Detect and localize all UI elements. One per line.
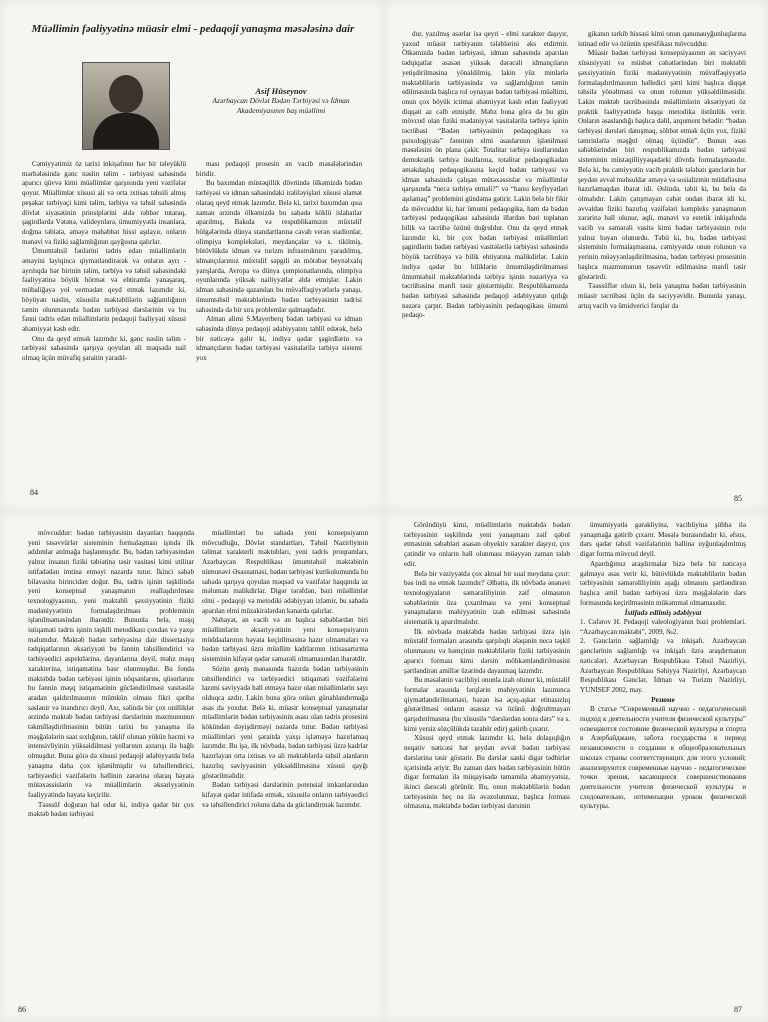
paragraph: Belə bir vəziyyətdə çox aktual bir sual meydana çıxır: bəs indi nə etmək lazımdır? Əlbəttə, ilk növbədə ənənəvi texnologiyaların səmərəliliyinin zəif olmasının səbəblərinin üzə çıxarılması və yeni konseptual yanaşmaların məhiyyətinin izah edilməsi sahəsində sistematik iş aparılmalıdır.	[404, 569, 570, 627]
page-84	[0, 0, 384, 511]
page-85-column-1	[402, 30, 568, 492]
paragraph: Ümumtəhsil fənlərini tədris edən müəllimlərin əməyini layiqincə qiymətləndirərək və onların ayrı - ayrılıqda hər birinin təlim, tərbiyə və təhsil sahəsindəki fəaliyyətinə böyük hörmət və ehtiramla yanaşaraq, mübaliğəyə yol vermədən qeyd etmək lazımdır ki, böyüyən nəslin, xüsusilə məktəblilərin sağlamlığının təmin olunmasında bədən tərbiyəsi dərslərinin və bu fənni tədris edən müəllimlərin pedaqoji fəaliyyəti xüsusi əhəmiyyət kəsb edir.	[22, 247, 186, 333]
paragraph: müəllimləri bu sahədə yeni konsepsiyanın mövcudluğu, Dövlət standartları, Təhsil Nazirliyinin təlimat xarakterli məktubları, yeni tədris proqramları, Azərbaycan Respublikası ümumtəhsil məktəbinin nümunəvi Əsasnaməsi, bədən tərbiyəsi kurikulumunda bu sahədə qarşıya qoyulan məqsəd və vəzifələr haqqında az məlumatı malikdirlər. Digər tərəfdən, bəzi müəllimlər elmi - pedaqoji və metodiki ədəbiyyatı izləmir, bu sahədə aparılan elmi müzakirələrdən kənarda qalırlar.	[202, 529, 368, 615]
literature-item: 2. Gənclərin sağlamlığı və inkişafı. Azərbaycan gənclərinin sağlamlığı və inkişafı üzrə araşdırmanın nəticələri. Azərbaycan Respublikası Təhsil Nazirliyi, Azərbaycan Respublikası Səhiyyə Nazirliyi, Azərbaycan Respublikası Gənclər, İdman və Turizm Nazirliyi, YUNİSEF 2002, may.	[580, 637, 746, 694]
paragraph: dur, yazılmış əsərlər isə qeyri - elmi xarakter daşıyır, yaxud müasir tərbiyənin tələblərini əks etdirmir. Ölkəmizdə bədən tərbiyəsi, idman sahəsində aparılan tədqiqatlar əsasən yüksək dərəcəli idmançıların yetişdirilməsinə yönəldilmiş, lakin yüz minlərlə məktəblilərin tərbiyəsində və sağlamlığının təmin edilməsində başlıca rol oynayan bədən tərbiyəsi müəllimi, onun çox böyük ictimai əhəmiyyət kəsb edən fəaliyyəti diqqəti az cəlb etmişdir. Məhz buna görə də bu gün mövcud olan fiziki mədəniyyət vasitələrilə tərbiyə işinin təcrübəsi “Bədən tərbiyəsinin pedaqogikası və psixologiyası” fənninin elmi əsaslarının işlənilməsi məsələsini ön plana çəkir. Totalitar tərbiyə üsullarından demokratik tərbiyə üsullarına, totalitar pedaqogikadan əməkdaşlıq pedaqogikasına keçid bədən tərbiyəsi və idman sahəsində çalışan mütəxəssislər və müəllimlər qarşısında “necə tərbiyə etməli?” və “hansı keyfiyyətləri aşılamaq” problemini gündəmə gətirir. Lakin belə bir fikir də mövcuddur ki, hər ümumi pedaqogika, həm də bədən tərbiyəsi pedaqogikası sahəsində illərdən bəri toplanan bilik və təcrübə özünü doğruldur. Onu da qeyd etmək lazımdır ki, bir çox bədən tərbiyəsi müəllimləri şagirdlərin bədən tərbiyəsi vasitələrilə tərbiyəsi sahəsində böyük təcrübəyə və bilik ehtiyatına malikdirlər. Lakin indiyə qədər bu biliklərin ümumiləşdirilməməsi ümumtəhsil məktəblərində tərbiyə işinin nəzəriyyə və təcrübəsinə mənfi təsir göstərmişdir. Respublikamızda bədən tərbiyəsi sahəsində pedaqoji ədəbiyyatın qıtlığı nəzərə çarpır. Bədən tərbiyəsinin pedaqogikası ümumi pedaqo-	[402, 30, 568, 320]
author-block	[206, 86, 356, 116]
page-86-column-2	[202, 529, 368, 1003]
paragraph: Apardığımız araşdırmalar bizə belə bir nəticəyə gəlməyə əsas verir ki, bütövlükdə məktəblilərin bədən tərbiyəsinin səmərəliliyinin aşağı olmasını şərtləndirən başlıca amil bədən tərbiyəsi üzrə məşğələlərin dərs formasında keçirilməsinin mükəmməl olmamasıdır.	[580, 559, 746, 607]
author-name: Asif Hüseynov	[255, 86, 307, 96]
page-number: 85	[734, 494, 742, 503]
paragraph: İlk növbədə məktəbdə bədən tərbiyəsi üzrə işin müxtəlif formaları arasında qarşılıqlı əlaqənin necə təşkil olunmasını və həmçinin məktəblilərin fiziki tərbiyəsinin aparıcı forması kimi dərsin möhkəmləndirilməsini şərtləndirən amillər üzərində dayanmaq lazımdır.	[404, 627, 570, 675]
paragraph: Təəssüflər olsun ki, belə yanaşma bədən tərbiyəsinin müasir təcrübəsi üçün də səciyyəvidir. Bununla yanaşı, artıq vacib və ümidverici fərqlər də	[578, 282, 746, 310]
literature-item: 1. Cəfərov H. Pedaqoji valeologiyanın bəzi problemləri. “Azərbaycan məktəbi”, 2009, №2.	[580, 618, 746, 636]
page-number: 84	[30, 488, 38, 497]
paragraph: Müasir bədən tərbiyəsi konsepsiyasının ən səciyyəvi xüsusiyyəti və müsbət cəhətlərindən biri məktəbli şəxsiyyətinin fiziki mədəniyyətinin müvəffəqiyyətlə formalaşdırılmasının həlledici şərti kimi başlıca diqqət təhsilə yönəltməsi və onun rolunun yüksəldilməsidir. Lakin məktəb təcrübəsində müəllimlərin əksəriyyəti öz praktik fəaliyyətində başqa metodika üstünlük verir. Onların əsaslandığı başlıca dəlil, arqument belədir: “bədən tərbiyəsi dərsləri danışmaq, söhbət etmək üçün yox, fiziki təmrinlərlə məşğul olmaq üçündür”. Bunun əsas səbəblərindən biri respublikamızda bədən tərbiyəsi sisteminin müstəqilliyyəqədərki dövrdə formalaşmasıdır. Belə ki, bu cəmiyyətin vacib praktik tələbatı gənclərin hər şeydən əvvəl məhsuldar əməyə və sosializmin müdafiəsinə hazırlamaqdan ibarət idi. Əslində, təbii ki, bu belə də olmalıdır. Lakin çatışmayan cəhət ondan ibarət idi ki, əvvəldən fiziki hazırlıq vəzifələri kompleks yanaşmanın zərərinə həll olunur, əqli, mənəvi və estetik inkişafında vacib və səmərəli vasitə kimi bədən tərbiyəsinin rolu yalnız bəyan olunurdu. Təbii ki, bu, bədən tərbiyəsi sisteminin formalaşmasına, cəmiyyətdə onun rolunun və yerinin müəyyənləşdirilməsinə, bədən tərbiyəsi prosesinin başlıca məzmununun təsəvvür edilməsinə mənfi təsir göstərirdi.	[578, 49, 746, 281]
page-84-column-1	[22, 160, 186, 485]
page-85	[384, 0, 768, 511]
page-87	[384, 511, 768, 1022]
paragraph: Bu məsələnin vacibliyi onunla izah olunur ki, müxtəlif formalar arasında fərqlərin məhiyyətinin lazımınca qiymətləndirilməməsi, bəzən isə açıq-aşkar etinasızlıq göstərilməsi onların əsassız və özünü doğrultmayan qarşıdırılmasına (bu xüsusilə “dərslərdən sonra dərs” və s. kimi yersiz sözçülükdə təzahür edir) gətirib çıxarır.	[404, 676, 570, 733]
paragraph: Xüsusi qeyd etmək lazımdır ki, belə dolaşıqlığın neqativ nəticəsi hər şeydən əvvəl bədən tərbiyəsi dərslərinə təsir göstərir. Bu dərslər sanki digər tədbirlər içərisində əriyir. Bu zaman dərs bədən tərbiyəsinin bütün digər formaları ilə müqayisədə tamamilə əhəmiyyətsiz, ikinci dərəcəli görünür. Bu, onun məktəblilərin bədən tərbiyəsinin heç nə ilə əvəzolunmaz, başlıca forması olmasına, məktəbdə bədən tərbiyəsi dərsinin	[404, 734, 570, 811]
portrait-body-shape	[93, 113, 159, 149]
resume-text: В статье “Современный научно - педагогический подход к деятельности учителя физической культуры” освещаются состояние физической культуры и спорта в Азербайджане, забота государства в период независимости о создании в общеобразовательных школах страны соответствующих для этого условий; анализируются современные научно - педагогические точки зрения, касающиеся совершенствования деятельности учителя физической культуры и следовательно, оптимизации уроков физической культуры.	[580, 705, 746, 811]
resume-heading: Резюме	[651, 695, 675, 704]
paragraph: gikanın tərkib hissəsi kimi onun qanunauyğunluqlarına istinad edir və özünün spesifikası mövcuddur.	[578, 30, 746, 48]
paragraph: Bu baxımdan müstəqillik dövründə ölkəmizdə bədən tərbiyəsi və idman sahəsindəki irəliləyişləri xüsusi əlamət olaraq qeyd etmək lazımdır. Belə ki, tarixi baxımdan qısa zaman ərzində ölkəmizdə bu sahədə köklü islahatlar aparılmış, Bakıda və respublikamızın müxtəlif bölgələrində dünya standartlarına cavab verən stadionlar, olimpiya kompleksləri, meydançalar və s. tikilmiş, bütövlükdə idman və turizm infrastrukturu yaradılmış, idmançılarımız müxtəlif səpgili ən mötəbər beynəlxalq yarışlarda, Avropa və dünya çempionatlarında, olimpiya oyunlarında yüksək nailiyyətlər əldə etmişlər. Lakin idman sahəsində qazanılan bu müvəffəqiyyətlərlə yanaşı, ümumtəhsil məktəblərində bədən tərbiyəsinin tədrisi sahəsində də bir sıra problemlər qalmaqdadır.	[196, 179, 362, 314]
paragraph: Cəmiyyətimiz öz tarixi inkişafının hər bir təleyüklü mərhələsində gənc nəslin təlim - tərbiyəsi sahəsində aparıcı qüvvə kimi müəllimlər qarşısında yeni vəzifələr qoyur. Müəllimlər xüsusi ali və orta ixtisas təhsili almış peşəkar tərbiyəçi kimi təlim, tərbiyə və təhsil sahəsində dövlət siyasətinin prinsiplərini əldə rəhbər tutaraq, şagirdlərdə Vətənə, valideynlərə, ümumiyyətlə insanlara, doğma təbiətə, əməyə məhəbbət hissi aşılayır, onların mənəvi və fiziki sağlamlığının qayğısına qalırlar.	[22, 160, 186, 246]
article-title: Müəllimin fəaliyyətinə müasir elmi - pedaqoji yanaşma məsələsinə dair	[31, 23, 355, 35]
paragraph: mövcuddur: bədən tərbiyəsinin dayanları haqqında yeni təsəvvürlər sisteminin formalaşması işində ilk addımlar atılmağa başlanmışdır. Bu, bədən tərbiyəsindən yalnız insanın fiziki təbiətinə təsir vasitəsi kimi utilitar istifadədən imtina etməyi nəzərdə tutur. İkinci səbəb bilavasitə birincidən doğur. Bu, tədris işinin təşkilində yeni konseptual yanaşmanın reallaşdırılması texnologiyasının, yeni məktəbli şəxsiyyətinin fiziki mədəniyyətinin formalaşdırılması probleminin işlənilməməsindən ibarətdir. Bununla belə, məşq istiqaməti tədris işinin təşkili metodikası çoxdan və yaxşı məlumdur. Məktəb bədən tərbiyəsinə dair dissertasiya tədqiqatlarının əksəriyyəti bu fənnin təhsillendirici və tərbiyəedici aspektlərinə, dayanlarına deyil, məhz məşq xarakterinə, istiqamətinə həsr olunmuşdur. Bu fonda məktəbdə bədən tərbiyəsi işinin nöqsanlarını, qüsurlarını bu fənnin məşq istiqamətinin gücləndirilməsi vasitəsilə aradan qaldırılmasının mümkün olması fikri qəribə səslənir və inandırıcı deyil. Axı, səlində bir çox onilliklər ərzində məktəb bədən tərbiyəsi dərslərinin məzmununun təkmilləşdirilməsinin bütün tarixi bu yanaşma ilə məşğələlərin saat sıxlığının, təklif olunan yükün həcmi və intensivliyinin yüksəldilməsi yollarının axtarışı ilə bağlı olmuşdur. Buna görə də xüsusi pedaqoji ədəbiyyatda belə yanaşma daha çox işlənilmişdir və təhsillendirici, tərbiyəedici vəzifələrin həllinin zərərinə olaraq həyata mütəxəssislərin və müəllimlərin əksəriyyətinin fəaliyyətində həyata keçirilir.	[28, 529, 194, 799]
paragraph: Alman alimi S.Mayerberq bədən tərbiyəsi və idman sahəsində dünya pedaqoji ədəbiyyatını təhlil edərək, belə bir nəticəyə gəlir ki, indiyə qədər şagirdlərin və idmançıların bədən tərbiyəsi vasitələrilə tərbiyə sistemi yox	[196, 315, 362, 363]
page-85-column-2	[578, 30, 746, 492]
page-84-column-2	[196, 160, 362, 485]
paragraph: ması pedaqoji prosesin ən vacib məsələlərindən biridir.	[196, 160, 362, 178]
author-portrait	[82, 62, 170, 150]
page-86-column-1	[28, 529, 194, 1003]
paragraph: Nəhayət, ən vacib və ən başlıca səbəblərdən biri müəllimlərin əksəriyyətinin yeni konsepsiyanın müddəalarının həyata keçirilməsinə hazır olmamaları və bədən tərbiyəsi üzrə müəllim kadrlarının ixtisasartırma sisteminin kifayət qədər səmərəli olmamasından ibarətdir.	[202, 616, 368, 664]
paragraph: Təəssüf doğuran hal odur ki, indiyə qədər bir çox məktəb bədən tərbiyəsi	[28, 800, 194, 819]
paragraph: Göründüyü kimi, müəllimlərin məktəbdə bədən tərbiyəsinin təşkilində yeni yanaşmanı zəif qəbul etməsinin səbəbləri əsasən obyektiv xarakter daşıyır, çox çətindir və onların həll olunması müəyyən zaman tələb edir.	[404, 521, 570, 568]
paragraph: Onu da qeyd etmək lazımdır ki, gənc nəslin təlim - tərbiyəsi sahəsində qarşıya qoyulan ali məqsədə nail olmaq üçün müvafiq şəraitin yaradıl-	[22, 334, 186, 363]
literature-heading: İstifadə edilmiş ədəbiyyat	[624, 608, 702, 618]
page-number: 87	[734, 1005, 742, 1014]
page-87-column-1	[404, 521, 570, 1005]
portrait-head-shape	[109, 75, 143, 113]
author-affiliation: Azərbaycan Dövlət Bədən Tərbiyəsi və İdman Akademiyasının baş müəllimi	[212, 96, 350, 115]
page-86	[0, 511, 384, 1022]
paragraph: Sözün geniş mənasında hazırda bədən tərbiyəsinin təhsillendirici və tərbiyəedici istiqaməti vəzifələrini lazımi səviyyədə həll etməyə hazır olan müəllimlərin sayı olduqca azdır. Lakin buna görə onları günahlandırmağa əsas da yoxdur. Belə ki, müasir konseptual yanaşmalar müəllimlərin bədən tərbiyəsinin əsası olan tədris prosesini kökündən dəyişdirməyi nəzərdə tutur. Bədən tərbiyəsi müəllimləri yeni şəraitdə yaxşı işləməyə hazırlamaq lazımdır. Bu işə, ilk növbədə, bədən tərbiyəsi üzrə kadrlar hazırlayan orta ixtisas və ali məktəblərdə təhsil alanların hazırlıq səviyyəsinin yüksəldilməsinə xüsusi qayğı göstərilməlidir.	[202, 664, 368, 780]
page-number: 86	[18, 1005, 26, 1014]
paragraph: ümumiyyətlə gərəkliyinə, vacibliyinə şübhə ilə yanaşmağa gətirib çıxarır. Məsələ burasındadır ki, əfsus, dərs qədər təhsil vəzifələrinin həllinə uyğunlaşdırılmış digər forma mövcud deyil.	[580, 521, 746, 559]
page-87-column-2	[580, 521, 746, 1005]
paragraph: Bədən tərbiyəsi dərslərinin potensial imkanlarından kifayət qədər istifadə etmək, xüsusilə onların tərbiyəedici və təhsillendirici rolunu daha da gücləndirmək lazımdır.	[202, 781, 368, 809]
